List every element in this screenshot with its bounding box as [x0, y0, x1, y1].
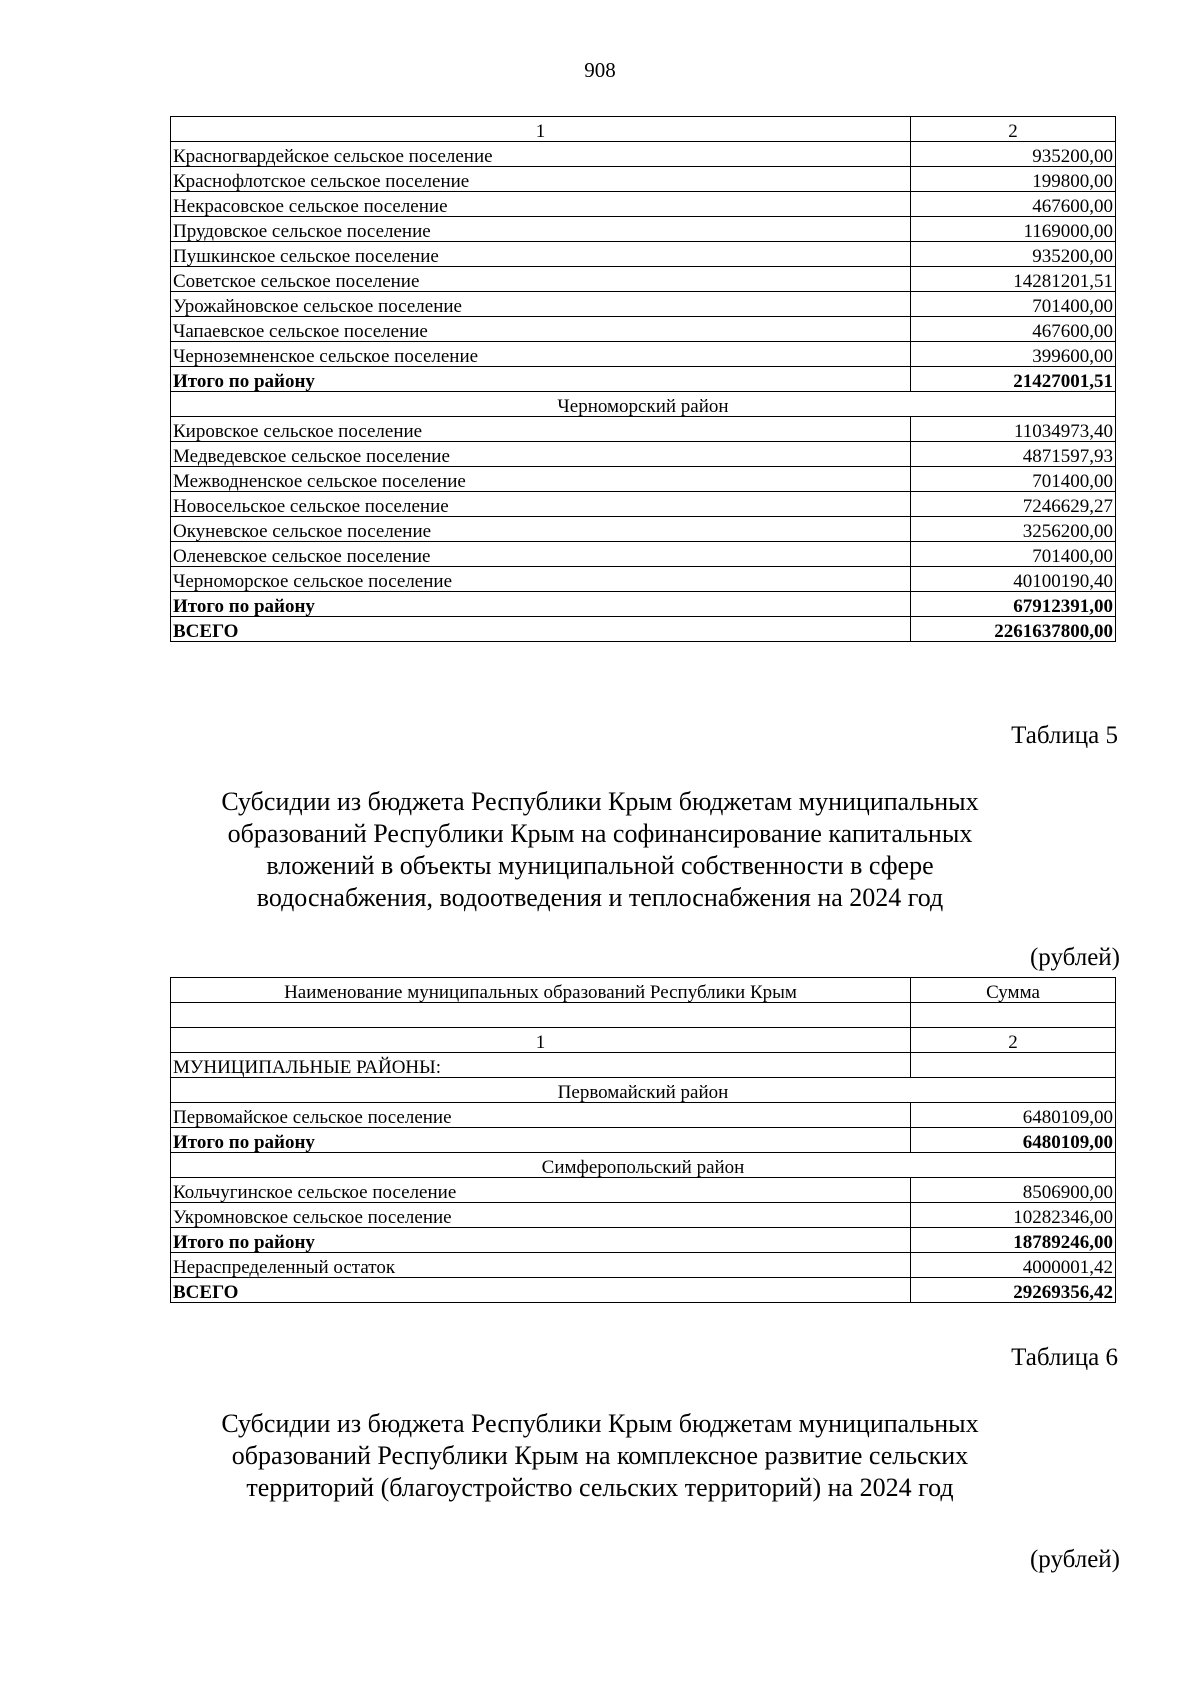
- table-5-units: (рублей): [1029, 944, 1120, 971]
- row-name: Итого по району: [171, 367, 911, 392]
- row-name: Советское сельское поселение: [171, 267, 911, 292]
- row-amount: 4871597,93: [911, 442, 1116, 467]
- district-name: Симферопольский район: [171, 1153, 1116, 1178]
- row-amount: 6480109,00: [911, 1103, 1116, 1128]
- table-row: [171, 1253, 1116, 1278]
- total-row: [171, 367, 1116, 392]
- district-row: [171, 1078, 1116, 1103]
- row-amount: 467600,00: [911, 317, 1116, 342]
- row-amount: 14281201,51: [911, 267, 1116, 292]
- table-5: [170, 977, 1116, 1303]
- row-amount: 18789246,00: [911, 1228, 1116, 1253]
- row-name: Укромновское сельское поселение: [171, 1203, 911, 1228]
- row-amount: 67912391,00: [911, 592, 1116, 617]
- table-5-label: Таблица 5: [1011, 722, 1118, 749]
- total-row: [171, 1128, 1116, 1153]
- row-amount: 467600,00: [911, 192, 1116, 217]
- row-amount: 2261637800,00: [911, 617, 1116, 642]
- table-row: [171, 167, 1116, 192]
- row-amount: 29269356,42: [911, 1278, 1116, 1303]
- header-gap: [171, 1003, 1116, 1028]
- table-6-title: [150, 1408, 1050, 1504]
- row-amount: 701400,00: [911, 467, 1116, 492]
- table-5-title-line: образований Республики Крым на софинансирование капитальных: [227, 819, 973, 848]
- row-amount: 4000001,42: [911, 1253, 1116, 1278]
- table-6-label: Таблица 6: [1011, 1344, 1118, 1371]
- row-name: Окуневское сельское поселение: [171, 517, 911, 542]
- table-row: [171, 242, 1116, 267]
- table-6-title-line: территорий (благоустройство сельских территорий) на 2024 год: [246, 1473, 954, 1502]
- table-5-title-line: водоснабжения, водоотведения и теплоснабжения на 2024 год: [256, 883, 944, 912]
- row-amount: 935200,00: [911, 142, 1116, 167]
- table-row: [171, 442, 1116, 467]
- row-amount: 11034973,40: [911, 417, 1116, 442]
- table-6-title-line: образований Республики Крым на комплексное развитие сельских: [231, 1441, 969, 1470]
- table-row: [171, 467, 1116, 492]
- row-name: Первомайское сельское поселение: [171, 1103, 911, 1128]
- table-row: [171, 267, 1116, 292]
- row-name: ВСЕГО: [171, 617, 911, 642]
- row-amount: 935200,00: [911, 242, 1116, 267]
- total-row: [171, 1228, 1116, 1253]
- table-5-title: [150, 786, 1050, 914]
- table-row: [171, 192, 1116, 217]
- table-row: [171, 342, 1116, 367]
- district-row: [171, 392, 1116, 417]
- row-name: Итого по району: [171, 1228, 911, 1253]
- total-row: [171, 1278, 1116, 1303]
- table-5-title-line: вложений в объекты муниципальной собственности в сфере: [266, 851, 934, 880]
- row-amount: 6480109,00: [911, 1128, 1116, 1153]
- row-amount: 10282346,00: [911, 1203, 1116, 1228]
- row-name: Кольчугинское сельское поселение: [171, 1178, 911, 1203]
- column-number-1: 1: [171, 1028, 911, 1053]
- row-name: Нераспределенный остаток: [171, 1253, 911, 1278]
- district-row: [171, 1153, 1116, 1178]
- header-name: Наименование муниципальных образований Республики Крым: [171, 978, 911, 1003]
- row-name: Чапаевское сельское поселение: [171, 317, 911, 342]
- row-amount: 40100190,40: [911, 567, 1116, 592]
- row-name: Черноземненское сельское поселение: [171, 342, 911, 367]
- row-name: Урожайновское сельское поселение: [171, 292, 911, 317]
- table-row: [171, 567, 1116, 592]
- row-amount: 1169000,00: [911, 217, 1116, 242]
- column-number-row: [171, 1028, 1116, 1053]
- row-amount: 701400,00: [911, 542, 1116, 567]
- row-amount: 701400,00: [911, 292, 1116, 317]
- table-6-title-line: Субсидии из бюджета Республики Крым бюджетам муниципальных: [221, 1409, 979, 1438]
- row-name: Новосельское сельское поселение: [171, 492, 911, 517]
- row-amount: 3256200,00: [911, 517, 1116, 542]
- district-name: Черноморский район: [171, 392, 1116, 417]
- table-row: [171, 492, 1116, 517]
- table-row: [171, 217, 1116, 242]
- table-header-row: [171, 978, 1116, 1003]
- row-amount: 8506900,00: [911, 1178, 1116, 1203]
- row-amount: 399600,00: [911, 342, 1116, 367]
- row-amount: 21427001,51: [911, 367, 1116, 392]
- column-number-row: [171, 117, 1116, 142]
- row-amount: 199800,00: [911, 167, 1116, 192]
- header-amount: Сумма: [911, 978, 1116, 1003]
- row-name: Межводненское сельское поселение: [171, 467, 911, 492]
- row-name: Красногвардейское сельское поселение: [171, 142, 911, 167]
- table-row: [171, 317, 1116, 342]
- table-row: [171, 292, 1116, 317]
- table-row: [171, 517, 1116, 542]
- page-number: 908: [584, 58, 616, 82]
- row-name: Прудовское сельское поселение: [171, 217, 911, 242]
- table-5-title-line: Субсидии из бюджета Республики Крым бюджетам муниципальных: [221, 787, 979, 816]
- total-row: [171, 592, 1116, 617]
- table-row: [171, 542, 1116, 567]
- row-amount: 7246629,27: [911, 492, 1116, 517]
- total-row: [171, 617, 1116, 642]
- column-number-2: 2: [911, 117, 1116, 142]
- table-row: [171, 417, 1116, 442]
- row-name: МУНИЦИПАЛЬНЫЕ РАЙОНЫ:: [171, 1053, 911, 1078]
- row-name: Итого по району: [171, 592, 911, 617]
- row-amount: [911, 1053, 1116, 1078]
- row-name: Краснофлотское сельское поселение: [171, 167, 911, 192]
- table-4-continuation: [170, 116, 1116, 642]
- table-6-units: (рублей): [1029, 1546, 1120, 1573]
- row-name: Кировское сельское поселение: [171, 417, 911, 442]
- row-name: Итого по району: [171, 1128, 911, 1153]
- row-name: Некрасовское сельское поселение: [171, 192, 911, 217]
- row-name: Пушкинское сельское поселение: [171, 242, 911, 267]
- column-number-2: 2: [911, 1028, 1116, 1053]
- section-row: [171, 1053, 1116, 1078]
- row-name: Черноморское сельское поселение: [171, 567, 911, 592]
- table-row: [171, 1203, 1116, 1228]
- row-name: Медведевское сельское поселение: [171, 442, 911, 467]
- column-number-1: 1: [171, 117, 911, 142]
- table-row: [171, 1103, 1116, 1128]
- row-name: Оленевское сельское поселение: [171, 542, 911, 567]
- table-row: [171, 1178, 1116, 1203]
- table-row: [171, 142, 1116, 167]
- row-name: ВСЕГО: [171, 1278, 911, 1303]
- district-name: Первомайский район: [171, 1078, 1116, 1103]
